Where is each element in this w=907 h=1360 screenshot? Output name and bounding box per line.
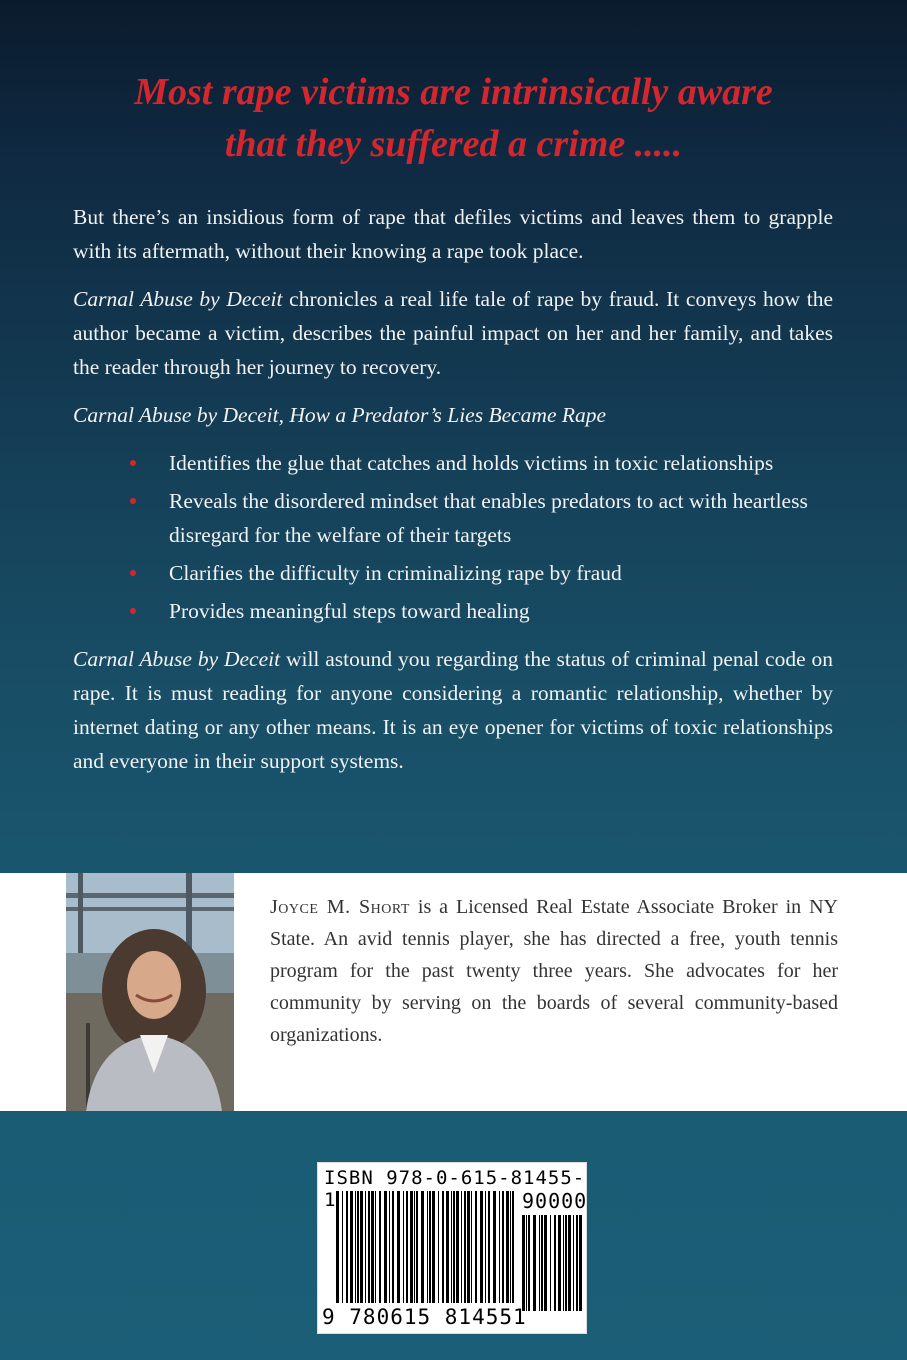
headline (0, 66, 907, 170)
book-title: Carnal Abuse by Deceit (73, 647, 281, 671)
price-addon-code: 90000 (522, 1189, 588, 1213)
headline-line-1: Most rape victims are intrinsically aware (134, 71, 773, 113)
ean-number: 9 780615 814551 (322, 1305, 527, 1329)
intro-paragraph: But there’s an insidious form of rape that defiles victims and leaves them to grapple with its aftermath, without their knowing a rape took place. (73, 205, 833, 263)
description (73, 200, 833, 792)
isbn-label: ISBN 978-0-615-81455-1 (324, 1167, 586, 1211)
chronicle-paragraph (73, 282, 833, 384)
author-photo (66, 873, 234, 1111)
book-title: Carnal Abuse by Deceit (73, 287, 283, 311)
feature-item: Provides meaningful steps toward healing (169, 594, 833, 628)
headline-line-2: that they suffered a crime ..... (224, 123, 683, 165)
full-title: Carnal Abuse by Deceit, How a Predator’s Lies Became Rape (73, 403, 607, 427)
author-portrait-icon (66, 873, 234, 1111)
closing-paragraph (73, 642, 833, 778)
author-name: Joyce M. Short (270, 896, 410, 918)
author-bio (270, 891, 838, 1051)
isbn-barcode (317, 1162, 587, 1334)
closing-text: will astound you regarding the status of criminal penal code on rape. It is must reading for anyone considering a romantic relationship, whether by internet dating or any other means. It is an eye opener for victims of toxic relationships and everyone in their support systems. (73, 647, 833, 773)
feature-item: Clarifies the difficulty in criminalizing rape by fraud (169, 556, 833, 590)
feature-list (73, 446, 833, 628)
author-section (0, 873, 907, 1111)
chronicle-text: chronicles a real life tale of rape by fraud. It conveys how the author became a victim, describes the painful impact on her and her family, and takes the reader through her journey to recovery. (73, 287, 833, 379)
author-bio-text: is a Licensed Real Estate Associate Broker in NY State. An avid tennis player, she has directed a free, youth tennis program for the past twenty three years. She advocates for her community by serving on the boards of several community-based organizations. (270, 896, 838, 1046)
feature-item: Reveals the disordered mindset that enables predators to act with heartless disregard for the welfare of their targets (169, 484, 833, 552)
feature-item: Identifies the glue that catches and holds victims in toxic relationships (169, 446, 833, 480)
